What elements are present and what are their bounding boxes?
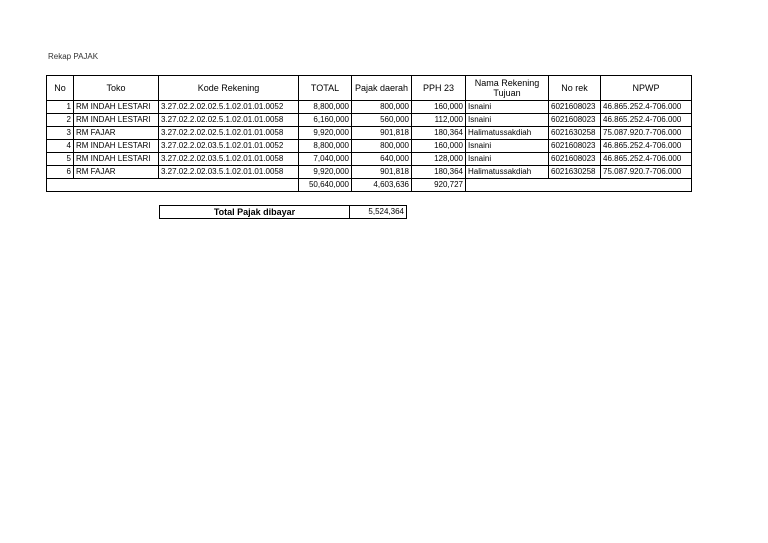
cell-toko: RM INDAH LESTARI xyxy=(74,114,159,127)
cell-no: 6 xyxy=(47,166,74,179)
summary-table xyxy=(159,205,407,219)
header-total: TOTAL xyxy=(299,76,352,101)
cell-pajak: 560,000 xyxy=(352,114,412,127)
cell-kode: 3.27.02.2.02.03.5.1.02.01.01.0058 xyxy=(159,166,299,179)
pajak-sum: 4,603,636 xyxy=(352,179,412,192)
cell-norek: 6021630258 xyxy=(549,127,601,140)
cell-kode: 3.27.02.2.02.03.5.1.02.01.01.0052 xyxy=(159,140,299,153)
cell-toko: RM INDAH LESTARI xyxy=(74,140,159,153)
cell-kode: 3.27.02.2.02.03.5.1.02.01.01.0058 xyxy=(159,153,299,166)
cell-pajak: 901,818 xyxy=(352,166,412,179)
cell-npwp: 46.865.252.4-706.000 xyxy=(601,140,692,153)
cell-nama: Halimatussakdiah xyxy=(466,166,549,179)
table-row xyxy=(47,114,692,127)
cell-toko: RM INDAH LESTARI xyxy=(74,153,159,166)
header-no: No xyxy=(47,76,74,101)
cell-pph: 128,000 xyxy=(412,153,466,166)
cell-toko: RM FAJAR xyxy=(74,127,159,140)
cell-kode: 3.27.02.2.02.02.5.1.02.01.01.0058 xyxy=(159,127,299,140)
cell-npwp: 75.087.920.7-706.000 xyxy=(601,166,692,179)
cell-pph: 160,000 xyxy=(412,140,466,153)
cell-toko: RM INDAH LESTARI xyxy=(74,101,159,114)
header-npwp: NPWP xyxy=(601,76,692,101)
cell-norek: 6021630258 xyxy=(549,166,601,179)
header-toko: Toko xyxy=(74,76,159,101)
summary-row xyxy=(160,206,407,219)
cell-npwp: 46.865.252.4-706.000 xyxy=(601,114,692,127)
cell-nama: Isnaini xyxy=(466,153,549,166)
cell-no: 2 xyxy=(47,114,74,127)
table-row xyxy=(47,101,692,114)
cell-nama: Halimatussakdiah xyxy=(466,127,549,140)
cell-toko: RM FAJAR xyxy=(74,166,159,179)
cell-pajak: 640,000 xyxy=(352,153,412,166)
pph-sum: 920,727 xyxy=(412,179,466,192)
totals-blank-cell xyxy=(47,179,299,192)
cell-pajak: 800,000 xyxy=(352,101,412,114)
cell-norek: 6021608023 xyxy=(549,114,601,127)
page-title: Rekap PAJAK xyxy=(48,52,99,61)
cell-pph: 112,000 xyxy=(412,114,466,127)
cell-total: 7,040,000 xyxy=(299,153,352,166)
cell-npwp: 75.087.920.7-706.000 xyxy=(601,127,692,140)
header-kode-rekening: Kode Rekening xyxy=(159,76,299,101)
cell-nama: Isnaini xyxy=(466,114,549,127)
cell-pph: 180,364 xyxy=(412,166,466,179)
cell-pajak: 800,000 xyxy=(352,140,412,153)
tax-recap-table xyxy=(46,75,692,192)
cell-total: 9,920,000 xyxy=(299,166,352,179)
cell-norek: 6021608023 xyxy=(549,101,601,114)
totals-trailing-blank-cell xyxy=(466,179,692,192)
cell-total: 8,800,000 xyxy=(299,140,352,153)
cell-no: 4 xyxy=(47,140,74,153)
cell-npwp: 46.865.252.4-706.000 xyxy=(601,153,692,166)
cell-pajak: 901,818 xyxy=(352,127,412,140)
summary-label: Total Pajak dibayar xyxy=(160,206,350,219)
cell-pph: 160,000 xyxy=(412,101,466,114)
cell-nama: Isnaini xyxy=(466,140,549,153)
totals-row xyxy=(47,179,692,192)
summary-value: 5,524,364 xyxy=(350,206,407,219)
table-row xyxy=(47,153,692,166)
cell-no: 3 xyxy=(47,127,74,140)
cell-no: 5 xyxy=(47,153,74,166)
cell-norek: 6021608023 xyxy=(549,153,601,166)
cell-no: 1 xyxy=(47,101,74,114)
table-header-row xyxy=(47,76,692,101)
total-sum: 50,640,000 xyxy=(299,179,352,192)
cell-total: 6,160,000 xyxy=(299,114,352,127)
cell-norek: 6021608023 xyxy=(549,140,601,153)
cell-nama: Isnaini xyxy=(466,101,549,114)
table-row xyxy=(47,140,692,153)
header-pph23: PPH 23 xyxy=(412,76,466,101)
table-row xyxy=(47,127,692,140)
cell-total: 8,800,000 xyxy=(299,101,352,114)
cell-kode: 3.27.02.2.02.02.5.1.02.01.01.0058 xyxy=(159,114,299,127)
table-row xyxy=(47,166,692,179)
header-no-rek: No rek xyxy=(549,76,601,101)
cell-kode: 3.27.02.2.02.02.5.1.02.01.01.0052 xyxy=(159,101,299,114)
cell-total: 9,920,000 xyxy=(299,127,352,140)
header-pajak-daerah: Pajak daerah xyxy=(352,76,412,101)
cell-npwp: 46.865.252.4-706.000 xyxy=(601,101,692,114)
cell-pph: 180,364 xyxy=(412,127,466,140)
header-nama-rekening: Nama Rekening Tujuan xyxy=(466,76,549,101)
